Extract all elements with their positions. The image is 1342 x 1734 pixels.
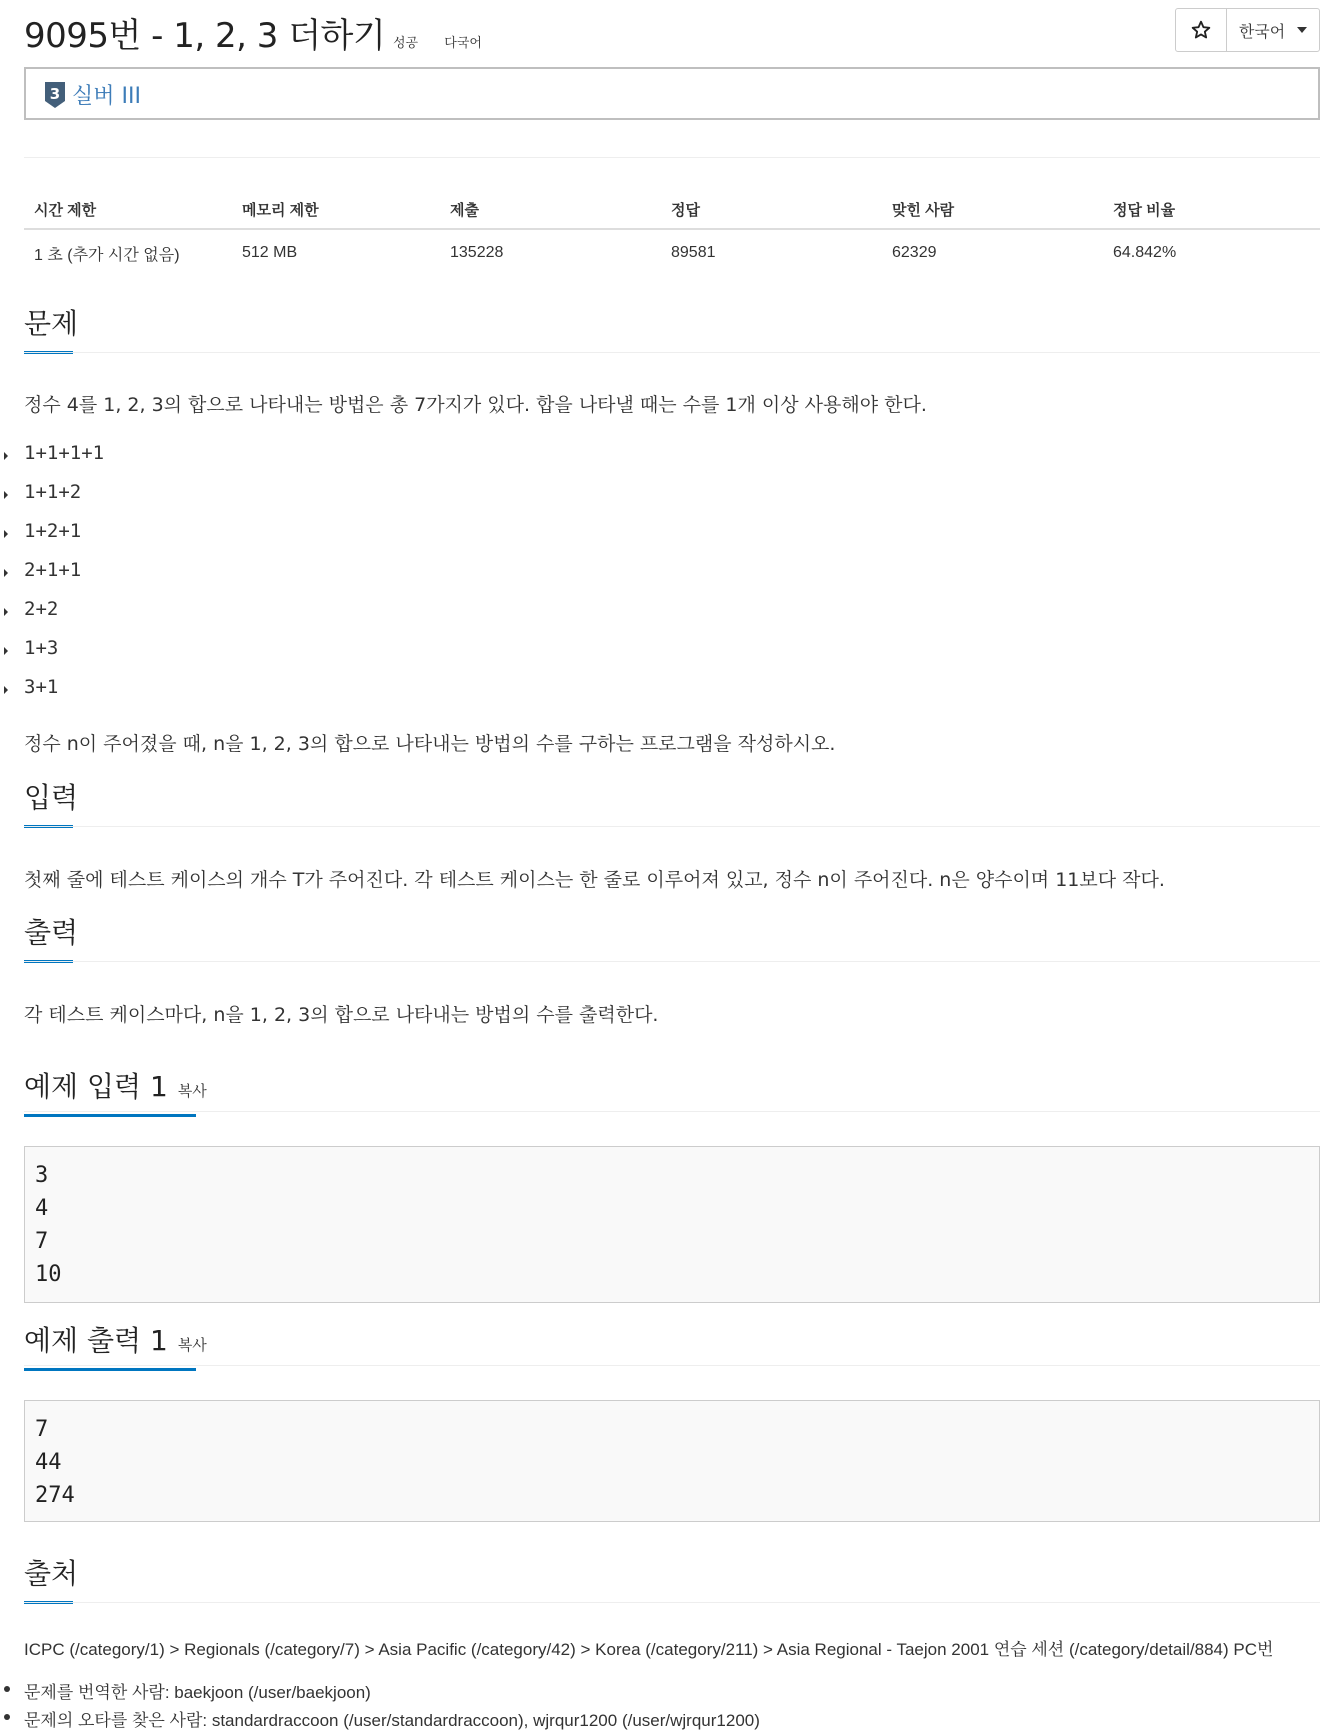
sample-output-header [24,1319,1320,1359]
svg-text:3: 3 [49,84,61,103]
source-heading: 출처 [24,1557,79,1590]
tier-box [24,67,1320,120]
list-item: 1+2+1 [0,520,104,559]
sample-input-header [24,1065,1320,1105]
accept-ratio-value: 64.842% [1113,244,1177,261]
sample-output-heading: 예제 출력 1 [24,1324,168,1357]
tier-badge[interactable] [44,79,141,110]
input-description: 첫째 줄에 테스트 케이스의 개수 T가 주어진다. 각 테스트 케이스는 한 줄로 이루어져 있고, 정수 n이 주어진다. n은 양수이며 11보다 작다. [24,869,1165,891]
ways-list [0,442,104,715]
credits-list [0,1678,760,1734]
sample-output-box[interactable] [24,1400,1320,1522]
problem-section-header [24,302,1320,342]
title-badges [393,32,504,51]
time-limit-value: 1 초 (추가 시간 없음) [34,246,180,264]
submissions-value: 135228 [450,244,504,261]
sample-input-heading: 예제 입력 1 [24,1070,168,1103]
time-limit-header: 시간 제한 [24,190,232,229]
list-item: 1+3 [0,637,104,676]
sample-input-box[interactable] [24,1146,1320,1303]
top-controls [1175,8,1320,52]
stats-header-row [24,190,1320,229]
page-title: 9095번 - 1, 2, 3 더하기 [24,16,386,56]
typo-credit[interactable]: 문제의 오타를 찾은 사람: standardraccoon (/user/standardraccoon), wjrqur1200 (/user/wjrqur1200) [0,1706,760,1734]
copy-sample-input-button[interactable]: 복사 [177,1082,207,1100]
solved-users-header: 맞힌 사람 [882,190,1103,229]
solved-users-value: 62329 [892,244,937,261]
output-heading: 출력 [24,916,79,949]
problem-task: 정수 n이 주어졌을 때, n을 1, 2, 3의 합으로 나타내는 방법의 수를 구하는 프로그램을 작성하시오. [24,733,836,755]
source-breadcrumb[interactable]: ICPC (/category/1) > Regionals (/category/7) > Asia Pacific (/category/42) > Korea (/category/211) > Asia Regional - Taejon 2001 연습 세션 (/category/detail/884) PC번 [24,1640,1274,1659]
list-item: 2+2 [0,598,104,637]
tier-label: 실버 III [72,84,141,109]
list-item: 1+1+2 [0,481,104,520]
silver-tier-icon [44,81,66,109]
stats-value-row [24,229,1320,276]
output-section-header [24,911,1320,951]
memory-limit-value: 512 MB [242,244,298,261]
caret-down-icon [1297,27,1307,33]
language-select[interactable] [1227,9,1319,51]
star-icon [1191,20,1211,40]
copy-sample-output-button[interactable]: 복사 [177,1336,207,1354]
input-section-header [24,776,1320,816]
problem-stats-table [24,190,1320,276]
accepted-header: 정답 [661,190,882,229]
list-item: 3+1 [0,676,104,715]
multilang-badge: 다국어 [444,36,482,51]
success-badge: 성공 [393,36,419,51]
accept-ratio-header: 정답 비율 [1103,190,1320,229]
memory-limit-header: 메모리 제한 [232,190,440,229]
favorite-button[interactable] [1176,9,1227,51]
list-item: 2+1+1 [0,559,104,598]
submissions-header: 제출 [440,190,661,229]
source-section-header [24,1552,1320,1592]
divider [24,157,1320,158]
sample-input-content: 3 4 7 10 [35,1163,62,1287]
language-label: 한국어 [1238,21,1286,41]
sample-output-content: 7 44 274 [35,1417,75,1508]
output-description: 각 테스트 케이스마다, n을 1, 2, 3의 합으로 나타내는 방법의 수를 출력한다. [24,1004,659,1026]
problem-heading: 문제 [24,307,79,340]
translator-credit[interactable]: 문제를 번역한 사람: baekjoon (/user/baekjoon) [0,1678,760,1706]
list-item: 1+1+1+1 [0,442,104,481]
accepted-value: 89581 [671,244,716,261]
input-heading: 입력 [24,781,79,814]
problem-intro: 정수 4를 1, 2, 3의 합으로 나타내는 방법은 총 7가지가 있다. 합을 나타낼 때는 수를 1개 이상 사용해야 한다. [24,394,927,416]
title-row [24,8,1320,58]
